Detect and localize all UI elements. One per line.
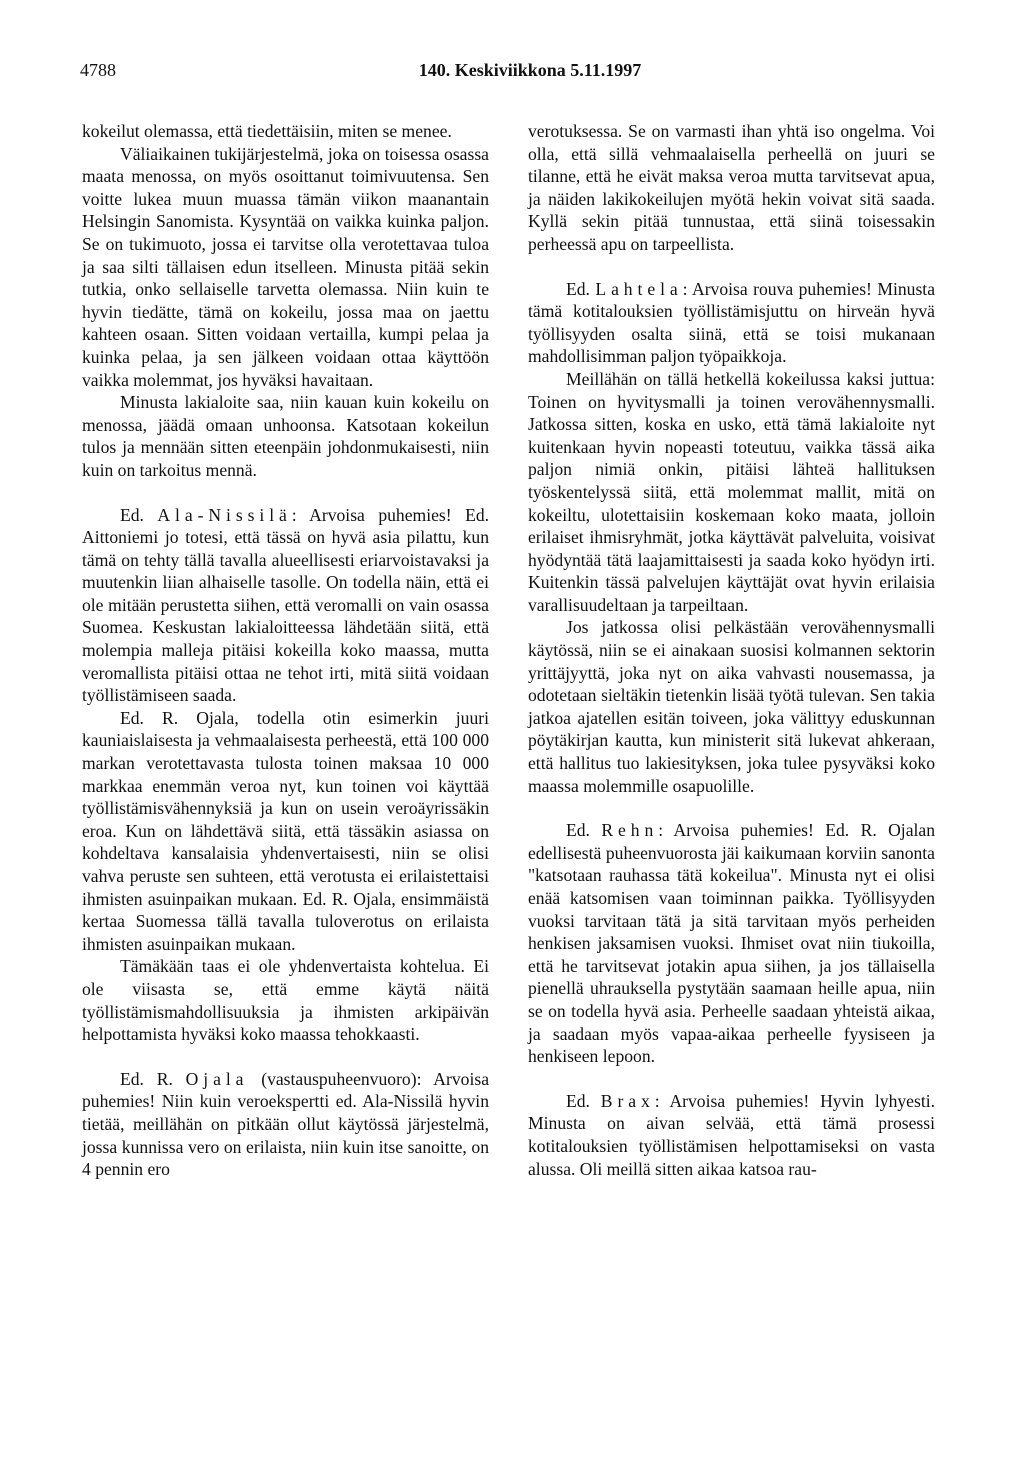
speech-paragraph [82,504,489,707]
paragraph: kokeilut olemassa, että tiedettäisiin, miten se menee. [82,121,452,141]
paragraph: Meillähän on tällä hetkellä kokeilussa kaksi juttua: Toinen on hyvitysmalli ja toinen verovähennysmalli. Jatkossa sitten, koska en usko, että tämä lakialoite nyt kuitenkaan hyvin nopeasti toteutuu, vaikka tässä aika paljon nimiä onkin, pitäisi lähteä hallituksen työskentelyssä siitä, että molemmat mallit, mitä on kokeiltu, ulotettaisiin koskemaan koko maata, jolloin erilaiset ihmisryhmät, jotka käyttävät palveluita, voisivat hyödyntää tätä laajamittaisesti ja saada koko hyödyn irti. Kuitenkin tässä palvelujen käyttäjät ovat hyvin erilaisia varallisuudeltaan ja tarpeiltaan. [528,368,935,615]
speaker-prefix: Ed. R. [120,1068,186,1089]
speaker-name: Lahtela [595,278,683,299]
paragraph: Ed. R. Ojala, todella otin esimerkin juuri kauniaislaisesta ja vehmaalaisesta perheestä, että 100 000 markan verotettavasta tulosta toinen maksaa 10 000 markkaa enemmän veroa nyt, kun toinen voi käyttää työllistämisvähennyksiä ja kun on usein veroäyrissäkin eroa. Kun on lähdettävä siitä, että tässäkin asiassa on kohdeltava kansalaisia yhdenvertaisesti, niin se olisi vahva peruste sen suhteen, että verotusta ei erilaistettaisi ihmisten asuinpaikan mukaan. Ed. R. Ojala, ensimmäistä kertaa Suomessa tällä tavalla tuloverotus on erilaista ihmisten asuinpaikan mukaan. [82,707,489,954]
paragraph: Tämäkään taas ei ole yhdenvertaista kohtelua. Ei ole viisasta se, että emme käytä näitä työllistämismahdollisuuksia ja ihmisten arkipäivän helpottamista hyväksi koko maassa tehokkaasti. [82,956,489,1045]
speech-paragraph [528,1090,935,1180]
paragraph: Minusta lakialoite saa, niin kauan kuin kokeilu on menossa, jäädä omaan unhoonsa. Katsotaan kokeilun tulos ja mennään sitten eteenpäin johdonmukaisesti, niin kuin on tarkoitus mennä. [82,392,489,480]
speech-text: : Arvoisa puhemies! Ed. Aittoniemi jo totesi, että tässä on hyvä asia pilattu, kun tämä on tehty tällä tavalla alueellisesti eriarvoistavaksi ja muutenkin liian alhaiselle tasolle. On todella näin, että ei ole mitään perustetta siihen, että veromalli on vain osassa Suomea. Keskustan lakialoitteessa lähdetään siitä, että molempia malleja pitäisi kokeilla koko maassa, mutta veromallista pitäisi ottaa ne tehot irti, mitä siitä voidaan työllistämiseen saada. [82,504,490,706]
speech-paragraph [528,819,935,1068]
paragraph: Väliaikainen tukijärjestelmä, joka on toisessa osassa maata menossa, on myös osoittanut toimivuutensa. Sen voitte lukea muun muassa tämän viikon maanantain Helsingin Sanomista. Kysyntää on vaikka kuinka paljon. Se on tukimuoto, jossa ei tarvitse olla verotettavaa tuloa ja saa silti tällaisen edun itselleen. Minusta pitää sekin tutkia, onko sellaiselle tarvetta olemassa. Niin kuin te hyvin tiedätte, tämä on kokeilu, jossa maa on jaettu kahteen osaan. Sitten voidaan vertailla, kumpi pelaa ja kuinka pelaa, ja sen jälkeen voidaan ottaa käyttöön vaikka molemmat, jos hyväksi havaitaan. [82,143,489,390]
speaker-name: Brax [600,1090,655,1111]
speaker-name: Ala-Nissilä [157,504,292,525]
speech-text: (vastauspuheenvuoro): Arvoisa puhemies! Niin kuin veroekspertti ed. Ala-Nissilä hyvin tietää, meillähän on pitkään ollut käytössä järjestelmä, jossa kunnissa vero on erilaista, niin kuin itse sanoitte, on 4 pennin ero [82,1068,489,1180]
paragraph: verotuksessa. Se on varmasti ihan yhtä iso ongelma. Voi olla, että sillä vehmaalaisella perheellä on juuri se tilanne, että he eivät maksa veroa mutta tarvitsevat apua, ja näiden lakikokeilujen myötä hekin voivat sitä saada. Kyllä sekin pitää tunnustaa, että siinä toisessakin perheessä apu on tarpeellista. [528,121,935,254]
speaker-prefix: Ed. [566,1090,601,1111]
speaker-prefix: Ed. [120,504,158,525]
speech-text: : Arvoisa puhemies! Hyvin lyhyesti. Minusta on aivan selvää, että tämä prosessi kotitalouksien työllistämisen helpottamiseksi on vasta alussa. Oli meillä sitten aikaa katsoa rau- [528,1090,936,1179]
running-head: 140. Keskiviikkona 5.11.1997 [418,60,642,80]
speaker-prefix: Ed. [566,820,602,841]
paragraph: Jos jatkossa olisi pelkästään verovähennysmalli käytössä, niin se ei ainakaan suosisi kolmannen sektorin yrittäjyyttä, joka nyt on aika vahvasti nousemassa, ja odotetaan sieltäkin tietenkin lisää työtä tulevan. Sen takia jatkoa ajatellen esitän toiveen, joka välittyy eduskunnan pöytäkirjan kautta, kun ministerit sitä lukevat ahkeraan, että hallitus tuo lakiesityksen, joka tulee pysyväksi koko maassa molemmille osapuolille. [528,617,935,796]
speech-paragraph [528,278,935,368]
left-column [82,120,489,1181]
speech-text: : Arvoisa puhemies! Ed. R. Ojalan edellisestä puheenvuorosta jäi kaikumaan korviin sanonta "katsotaan rauhassa tätä kokeilua". Minusta nyt ei olisi enää katsomisen vaan toiminnan paikka. Työllisyyden vuoksi tarvitaan tätä ja sitä tarvitaan myös perheiden henkisen jaksamisen vuoksi. Ihmiset ovat niin tiukoilla, että he tarvitsevat jotakin apua siihen, ja jos tällaisella pienellä uhrauksella pystytään saamaan heille apua, niin se on todella hyvä asia. Perheelle saadaan yhteistä aikaa, ja saadaan myös vapaa-aikaa perheelle fyysiseen ja henkiseen lepoon. [528,820,935,1067]
speaker-name: Ojala [185,1068,249,1089]
page-header [80,60,960,88]
speaker-name: Rehn [601,820,659,841]
speech-paragraph [82,1068,489,1181]
speaker-prefix: Ed. [566,278,596,299]
speech-text: : Arvoisa rouva puhemies! Minusta tämä kotitalouksien työllistämisjuttu on hirveän hyvä työllisyyden osalta siinä, että se toisi mukanaan mahdollisimman paljon työpaikkoja. [528,278,936,367]
right-column [528,120,935,1180]
page-number: 4788 [80,60,116,80]
